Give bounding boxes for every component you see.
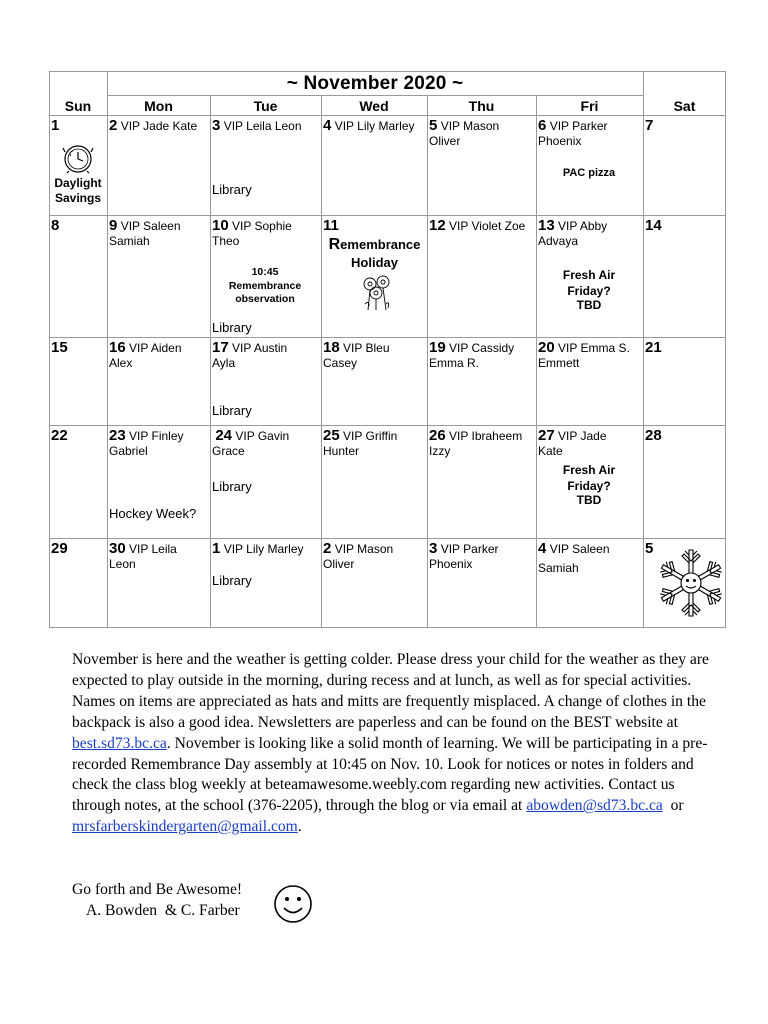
vip-name: VIP Violet Zoe (449, 219, 526, 233)
day-cell (211, 116, 321, 215)
day-header-tue: Tue (253, 98, 278, 114)
library-note: Library (212, 573, 252, 588)
vip-name: Theo (212, 234, 240, 248)
vip-name: VIP Saleen (120, 219, 181, 233)
day-cell (428, 338, 536, 425)
vip-name: VIP Cassidy (449, 341, 515, 355)
day-number: 25 (323, 427, 340, 444)
day-cell (428, 116, 536, 215)
day-cell (644, 426, 725, 538)
vip-name: Grace (212, 444, 245, 458)
library-note: Library (212, 479, 252, 494)
calendar-title: ~ November 2020 ~ (286, 73, 464, 94)
vip-name: Izzy (429, 444, 451, 458)
day-number: 4 (323, 117, 332, 134)
day-number: 16 (109, 339, 126, 356)
bowden-email-link[interactable]: abowden@sd73.bc.ca (526, 797, 663, 815)
vip-name: Kate (538, 444, 563, 458)
vip-name: Samiah (109, 234, 150, 248)
day-cell (50, 426, 107, 538)
day-cell (211, 426, 321, 538)
day-cell (644, 216, 725, 337)
vip-name: VIP Leila (129, 542, 177, 556)
day-number: 5 (645, 540, 654, 557)
holiday-word: Holiday (351, 255, 398, 270)
day-header-fri: Fri (580, 98, 599, 114)
day-cell (108, 426, 210, 538)
day-number: 7 (645, 117, 654, 134)
day-cell (428, 426, 536, 538)
holiday-initial: R (328, 236, 341, 253)
library-note: Library (212, 182, 252, 197)
or-text: or (670, 797, 684, 815)
vip-name: VIP Mason (440, 119, 500, 133)
vip-name: VIP Finley (129, 429, 184, 443)
event-note: PAC pizza (562, 167, 616, 179)
day-cell (644, 539, 725, 627)
day-cell (644, 116, 725, 215)
signature-names: A. Bowden & C. Farber (86, 902, 240, 919)
note-paragraph: . November is looking like a solid month of learning. We will be participating in a pre-recorded Remembrance Day assembly at 10:45 on Nov. 10. Look for notices or notes in folders and check the class blog weekly at beteamawesome.weebly.com regarding new activities. Contact us through notes, at the school (376-2205), through the blog or via email at (72, 734, 708, 815)
day-cell (322, 216, 427, 337)
day-header-wed: Wed (359, 98, 389, 114)
day-cell (108, 116, 210, 215)
vip-name: VIP Sophie (232, 219, 292, 233)
vip-name: Phoenix (429, 557, 473, 571)
november-calendar (49, 71, 726, 628)
vip-name: VIP Gavin (235, 429, 290, 443)
day-number: 8 (51, 217, 60, 234)
day-number: 6 (538, 117, 547, 134)
note-paragraph: November is here and the weather is getting colder. Please dress your child for the weather as they are expected to play outside in the morning, during recess and at lunch, as well as for special activities. Names on items are appreciated as hats and mitts are frequently misplaced. A change of clothes in the backpack is also a good idea. Newsletters are paperless and can be found on the BEST website at (72, 651, 709, 731)
event-title: observation (235, 293, 295, 305)
day-cell (50, 539, 107, 627)
day-number: 23 (109, 427, 126, 444)
poppy-icon (359, 274, 395, 312)
vip-name: Emmett (538, 356, 580, 370)
vip-name: Hunter (323, 444, 360, 458)
day-cell (108, 539, 210, 627)
vip-name: VIP Jade Kate (120, 119, 198, 133)
day-header-mon: Mon (144, 98, 173, 114)
day-cell (644, 338, 725, 425)
event-status: TBD (576, 493, 602, 507)
day-number: 27 (538, 427, 555, 444)
grid-line (49, 627, 726, 628)
vip-name: VIP Mason (334, 542, 394, 556)
event-time: 10:45 (251, 266, 279, 278)
day-number: 24 (215, 427, 233, 444)
event-status: TBD (576, 298, 602, 312)
vip-name: VIP Austin (232, 341, 288, 355)
day-cell (322, 426, 427, 538)
day-number: 2 (323, 540, 332, 557)
day-cell (108, 216, 210, 337)
day-header-thu: Thu (468, 98, 495, 114)
vip-name: VIP Jade (558, 429, 607, 443)
grid-line (49, 71, 726, 72)
vip-name: Oliver (429, 134, 461, 148)
day-number: 2 (109, 117, 118, 134)
day-cell (537, 116, 643, 215)
day-header-sun: Sun (64, 98, 92, 114)
day-cell (537, 338, 643, 425)
day-number: 21 (645, 339, 662, 356)
event-title: Friday? (567, 479, 611, 493)
vip-name: VIP Parker (549, 119, 608, 133)
remembrance-observation-note (211, 266, 319, 307)
vip-name: Leon (109, 557, 136, 571)
day-number: 15 (51, 339, 68, 356)
day-cell (322, 338, 427, 425)
closing-line: Go forth and Be Awesome! (72, 881, 243, 898)
day-number: 18 (323, 339, 340, 356)
day-number: 30 (109, 540, 126, 557)
day-number: 12 (429, 217, 446, 234)
day-number: 28 (645, 427, 662, 444)
snowflake-icon (654, 546, 725, 620)
fresh-air-friday-note (537, 267, 641, 312)
vip-name: Advaya (538, 234, 579, 248)
day-cell (50, 338, 107, 425)
day-number: 29 (51, 540, 68, 557)
day-cell (50, 216, 107, 337)
day-number: 3 (429, 540, 438, 557)
day-number: 22 (51, 427, 68, 444)
vip-name: Oliver (323, 557, 355, 571)
clock-icon (61, 144, 95, 174)
hockey-week-note: Hockey Week? (109, 506, 197, 521)
vip-name: Casey (323, 356, 358, 370)
day-cell (108, 338, 210, 425)
day-cell (322, 539, 427, 627)
day-number: 14 (645, 217, 662, 234)
best-website-link[interactable]: best.sd73.bc.ca (72, 734, 167, 752)
vip-name: Gabriel (109, 444, 148, 458)
farber-email-link[interactable]: mrsfarberskindergarten@gmail.com (72, 818, 298, 836)
vip-name: VIP Lily Marley (223, 542, 304, 556)
day-number: 10 (212, 217, 229, 234)
newsletter-note (72, 650, 712, 838)
day-number: 4 (538, 540, 547, 557)
vip-name: VIP Bleu (343, 341, 390, 355)
event-title: Fresh Air (562, 268, 616, 282)
event-title: Friday? (567, 284, 611, 298)
vip-name: VIP Ibraheem (449, 429, 523, 443)
vip-name: VIP Emma S. (558, 341, 630, 355)
vip-name: Emma R. (429, 356, 480, 370)
event-note: Daylight Savings (54, 176, 102, 205)
day-number: 9 (109, 217, 118, 234)
day-cell (211, 539, 321, 627)
day-header-sat: Sat (673, 98, 696, 114)
vip-name: Phoenix (538, 134, 582, 148)
vip-name: VIP Leila Leon (223, 119, 302, 133)
vip-name: VIP Lily Marley (334, 119, 415, 133)
day-number: 20 (538, 339, 555, 356)
holiday-name: emembrance (340, 237, 421, 252)
vip-name: VIP Aiden (129, 341, 182, 355)
day-cell (322, 116, 427, 215)
day-number: 1 (51, 117, 60, 134)
library-note: Library (212, 403, 252, 418)
vip-name: Alex (109, 356, 133, 370)
vip-name: VIP Saleen (549, 542, 610, 556)
day-number: 13 (538, 217, 555, 234)
day-cell (211, 216, 321, 337)
day-cell (211, 338, 321, 425)
day-cell (428, 539, 536, 627)
grid-line (107, 95, 643, 96)
day-number: 3 (212, 117, 221, 134)
event-title: Fresh Air (562, 463, 616, 477)
event-title: Remembrance (228, 279, 302, 292)
day-number: 11 (323, 217, 339, 234)
vip-name: Samiah (538, 561, 579, 575)
fresh-air-friday-note (537, 462, 641, 507)
day-cell (537, 539, 643, 627)
day-number: 19 (429, 339, 446, 356)
closing-signature (72, 879, 242, 921)
day-cell (537, 426, 643, 538)
vip-name: VIP Parker (440, 542, 499, 556)
grid-line (725, 71, 726, 628)
note-end: . (297, 818, 302, 836)
day-number: 1 (212, 540, 221, 557)
library-note: Library (212, 320, 252, 335)
day-number: 17 (212, 339, 229, 356)
holiday-label (322, 236, 427, 272)
day-cell (50, 116, 107, 215)
vip-name: VIP Griffin (343, 429, 398, 443)
day-number: 26 (429, 427, 446, 444)
day-cell (428, 216, 536, 337)
day-cell (537, 216, 643, 337)
vip-name: Ayla (212, 356, 236, 370)
vip-name: VIP Abby (558, 219, 608, 233)
day-number: 5 (429, 117, 438, 134)
smiley-face-icon (273, 884, 313, 924)
